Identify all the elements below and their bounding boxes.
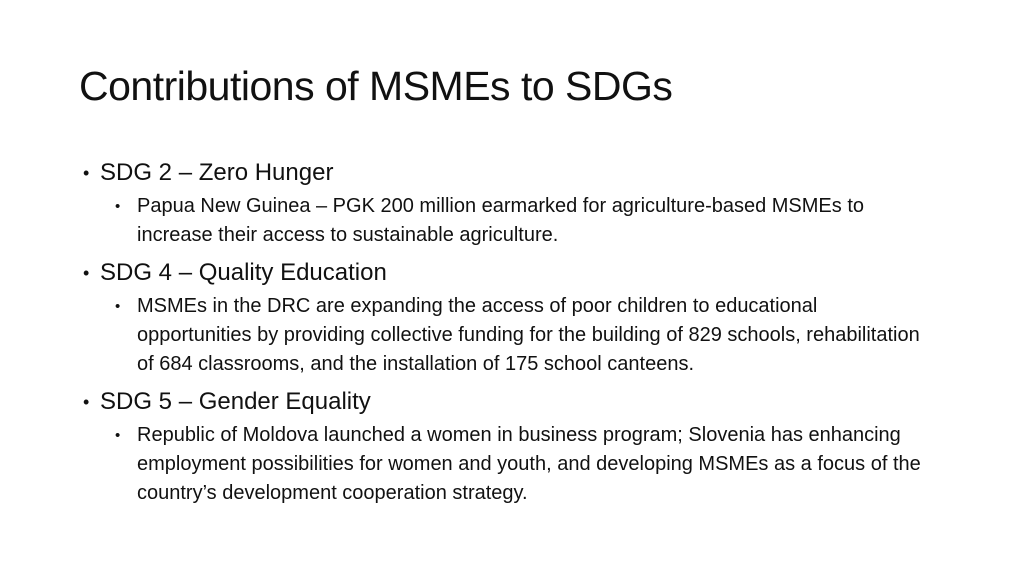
section-heading <box>83 256 970 290</box>
section-heading-text: SDG 5 – Gender Equality <box>100 388 371 415</box>
section-item-text: MSMEs in the DRC are expanding the access of poor children to educational opportunities by providing collective funding for the building of 829 schools, rehabilitation of 684 classrooms, and the installation of 175 school canteens. <box>137 295 920 375</box>
bullet-icon: • <box>83 263 90 283</box>
section-item <box>115 192 970 250</box>
section-heading <box>83 385 970 419</box>
section-item-text: Papua New Guinea – PGK 200 million earmarked for agriculture-based MSMEs to increase their access to sustainable agriculture. <box>137 195 865 246</box>
sub-bullet-icon: • <box>115 198 121 215</box>
section-heading-text: SDG 2 – Zero Hunger <box>100 159 334 186</box>
section-item-text: Republic of Moldova launched a women in business program; Slovenia has enhancing employment possibilities for women and youth, and developing MSMEs as a focus of the country’s development cooperation strategy. <box>137 424 921 504</box>
section-heading <box>83 156 970 190</box>
section-item <box>115 292 970 379</box>
section-sdg-4 <box>83 256 970 379</box>
section-sdg-5 <box>83 385 970 508</box>
sub-bullet-icon: • <box>115 298 121 315</box>
bullet-icon: • <box>83 163 90 183</box>
section-sdg-2 <box>83 156 970 250</box>
slide-body <box>83 156 970 514</box>
slide-title: Contributions of MSMEs to SDGs <box>79 63 673 109</box>
section-heading-text: SDG 4 – Quality Education <box>100 259 387 286</box>
bullet-icon: • <box>83 392 90 412</box>
sub-bullet-icon: • <box>115 427 121 444</box>
section-item <box>115 421 970 508</box>
